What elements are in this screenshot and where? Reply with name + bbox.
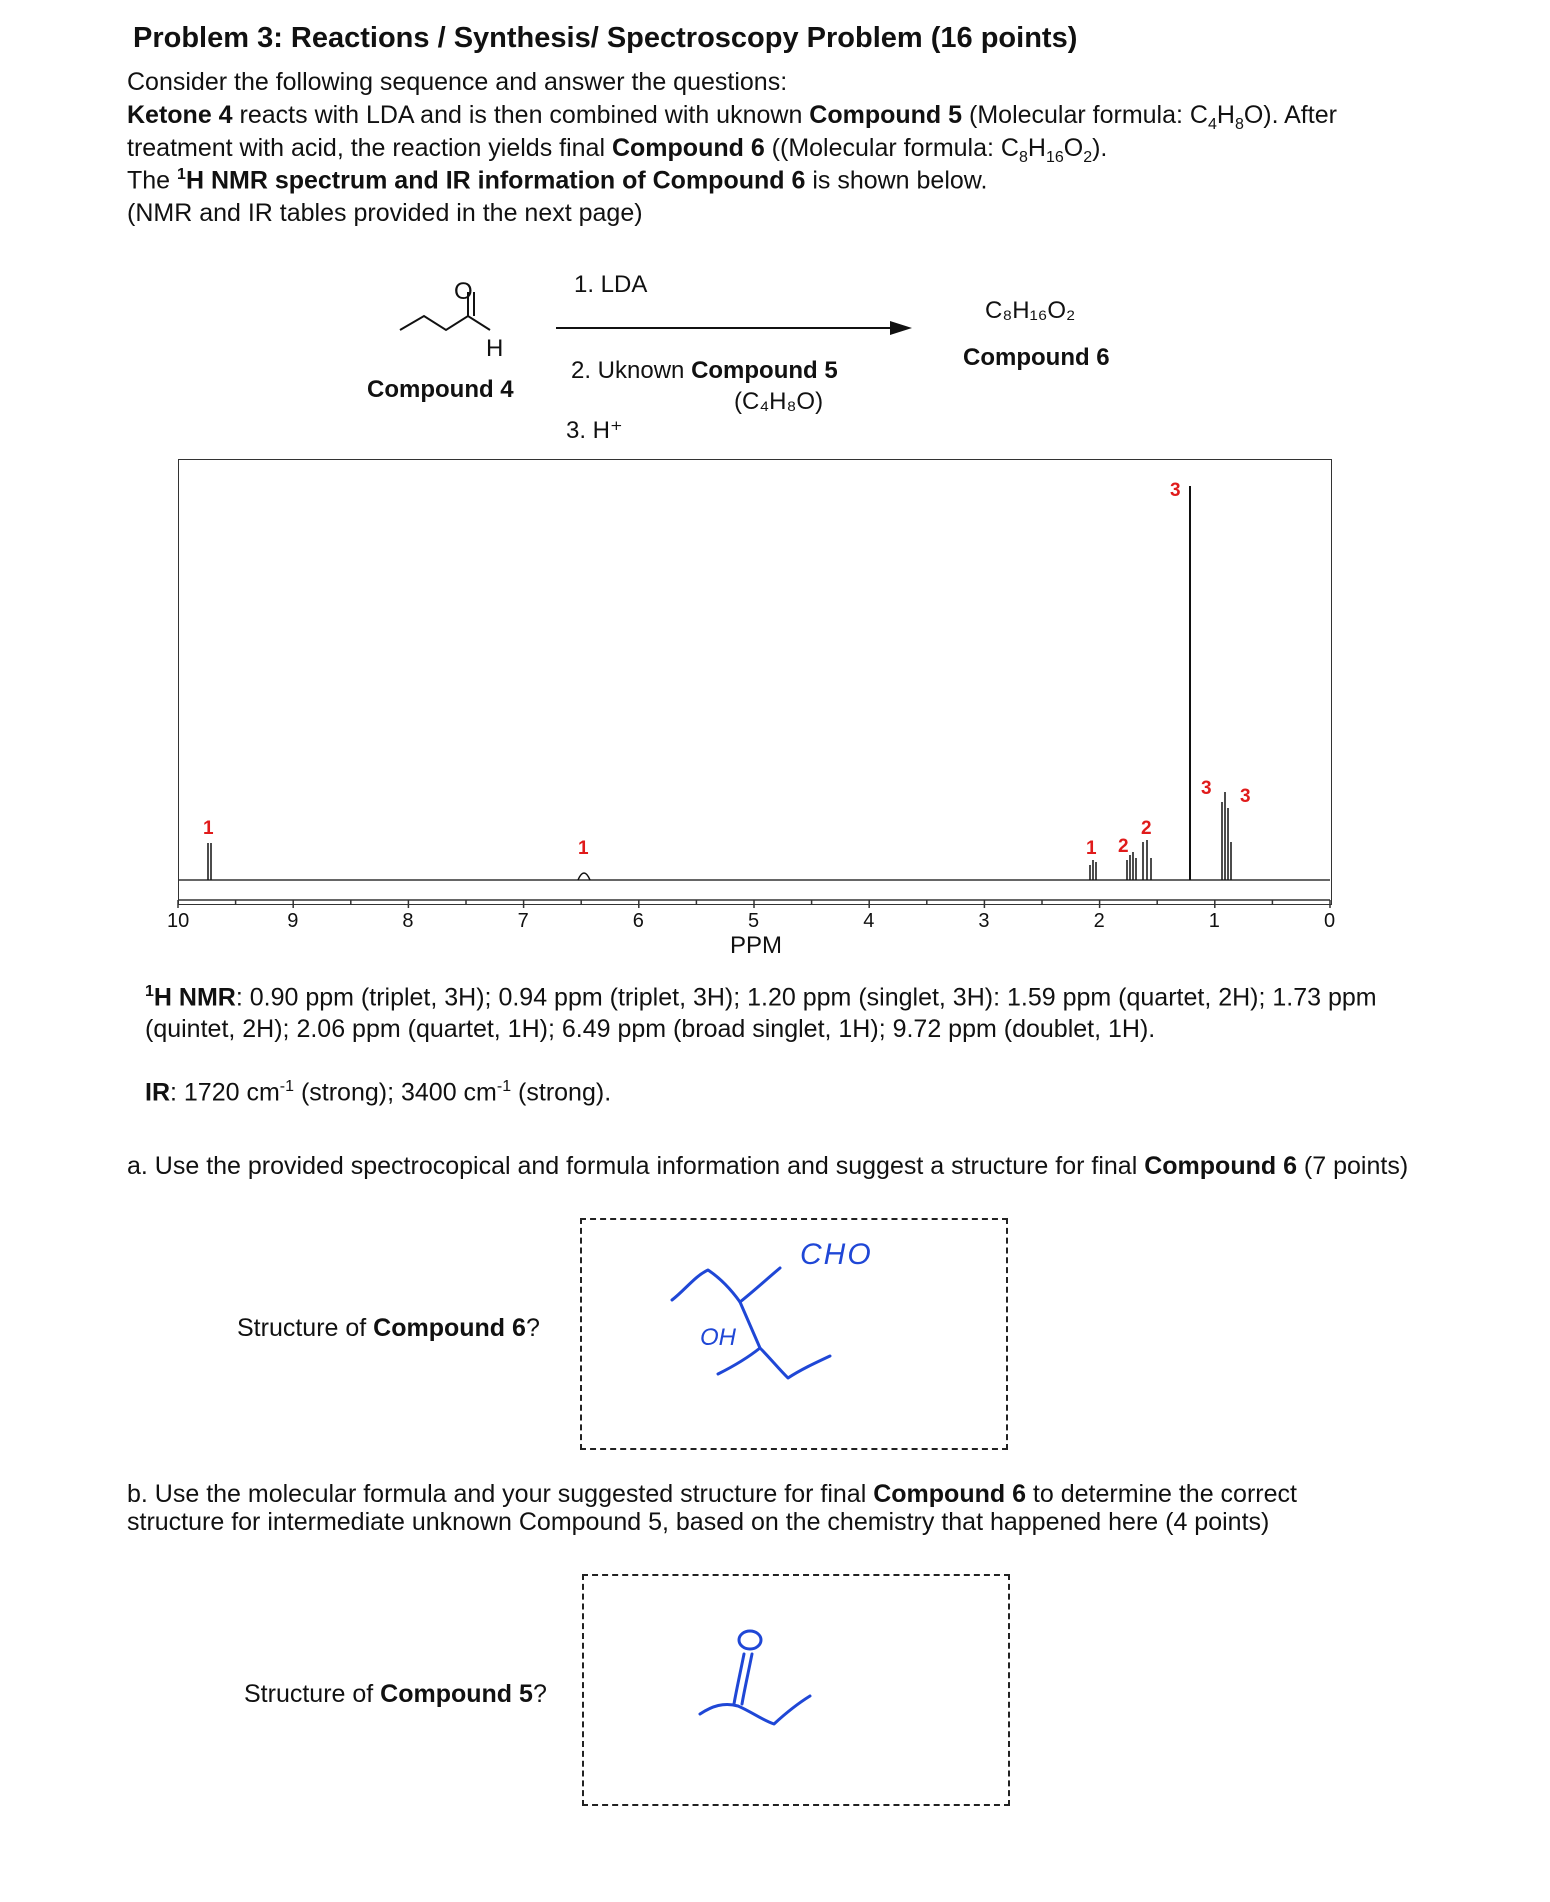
question-a: a. Use the provided spectrocopical and formula information and suggest a structure for final Compound 6 (7 points) bbox=[127, 1152, 1409, 1180]
question-b-line-1: b. Use the molecular formula and your suggested structure for final Compound 6 to determine the correct bbox=[127, 1480, 1297, 1508]
tick-label-9: 9 bbox=[287, 910, 299, 932]
tick-label-2: 2 bbox=[1093, 910, 1105, 932]
tick-label-7: 7 bbox=[517, 910, 529, 932]
integration-1.59: 2 bbox=[1141, 818, 1152, 839]
structure-5-prompt: Structure of Compound 5? bbox=[244, 1680, 547, 1708]
step-2: 2. Uknown Compound 5 bbox=[571, 357, 838, 384]
x-axis-label: PPM bbox=[730, 932, 783, 959]
compound-4-hydrogen: H bbox=[486, 335, 504, 362]
problem-line-5: (NMR and IR tables provided in the next page) bbox=[127, 199, 643, 227]
handwritten-structure-5 bbox=[582, 1574, 1006, 1802]
tick-label-5: 5 bbox=[748, 910, 760, 932]
product-formula: C₈H₁₆O₂ bbox=[985, 297, 1076, 324]
handwritten-structure-6 bbox=[580, 1218, 1004, 1446]
compound-6-label: Compound 6 bbox=[963, 344, 1110, 371]
tick-label-8: 8 bbox=[402, 910, 414, 932]
tick-label-10: 10 bbox=[167, 910, 190, 932]
compound-4-oxygen: O bbox=[454, 278, 473, 305]
structure-6-prompt: Structure of Compound 6? bbox=[237, 1314, 540, 1342]
integration-0.90: 3 bbox=[1240, 786, 1251, 807]
integration-2.06: 1 bbox=[1086, 838, 1097, 859]
handwritten-cho: CHO bbox=[800, 1238, 873, 1271]
handwritten-oh: OH bbox=[700, 1324, 736, 1351]
integration-1.73: 2 bbox=[1118, 836, 1129, 857]
step-3: 3. H⁺ bbox=[566, 417, 623, 444]
tick-label-3: 3 bbox=[978, 910, 990, 932]
nmr-data-line-1: $^1$H NMR: 0.90 ppm (triplet, 3H); 0.94 ppm (triplet, 3H); 1.20 ppm (singlet, 3H): 1.59 ppm (quartet, 2H); 1.73 ppm bbox=[145, 983, 1377, 1012]
problem-line-2: Ketone 4 reacts with LDA and is then combined with uknown Compound 5 (Molecular formula: $C_4H_8O$). After bbox=[127, 101, 1337, 133]
question-b-line-2: structure for intermediate unknown Compound 5, based on the chemistry that happened here (4 points) bbox=[127, 1508, 1270, 1536]
tick-label-6: 6 bbox=[632, 910, 644, 932]
peaks bbox=[208, 486, 1231, 880]
integration-1.20: 3 bbox=[1170, 480, 1181, 501]
integration-6.49: 1 bbox=[578, 838, 589, 859]
peak-6.49 bbox=[578, 873, 590, 880]
step-1: 1. LDA bbox=[574, 271, 648, 298]
problem-line-4: The $^1$H NMR spectrum and IR information of Compound 6 is shown below. bbox=[127, 166, 988, 195]
intro-line: Consider the following sequence and answer the questions: bbox=[127, 68, 788, 96]
tick-label-4: 4 bbox=[863, 910, 875, 932]
ir-data: IR: 1720 $cm^{-1}$ (strong); 3400 $cm^{-1}$ (strong). bbox=[145, 1078, 612, 1107]
compound-5-formula: (C₄H₈O) bbox=[734, 388, 824, 415]
tick-label-0: 0 bbox=[1324, 910, 1336, 932]
page-title: Problem 3: Reactions / Synthesis/ Spectroscopy Problem (16 points) bbox=[133, 22, 1078, 54]
compound-4-label: Compound 4 bbox=[367, 376, 514, 403]
problem-line-3: treatment with acid, the reaction yields final Compound 6 ((Molecular formula: $C_8H_{16}O_2$). bbox=[127, 134, 1108, 166]
integration-0.94: 3 bbox=[1201, 778, 1212, 799]
integration-9.72: 1 bbox=[203, 818, 214, 839]
nmr-data-line-2: (quintet, 2H); 2.06 ppm (quartet, 1H); 6.49 ppm (broad singlet, 1H); 9.72 ppm (doublet, 1H). bbox=[145, 1015, 1156, 1043]
tick-label-1: 1 bbox=[1208, 910, 1220, 932]
